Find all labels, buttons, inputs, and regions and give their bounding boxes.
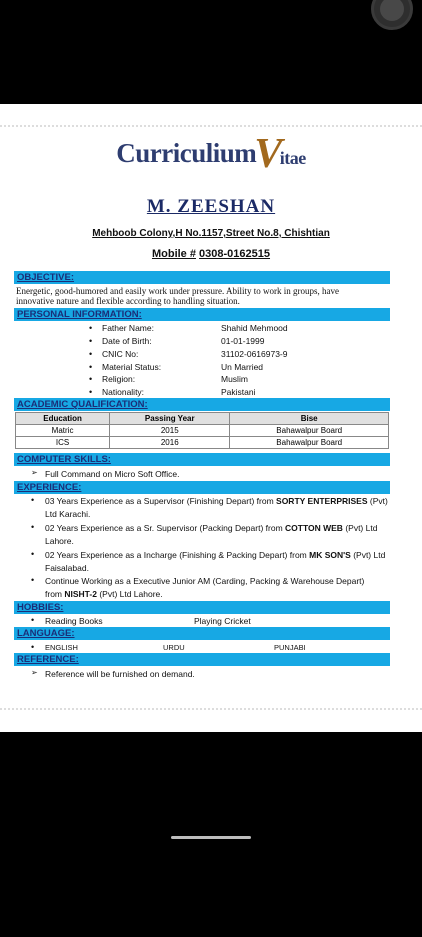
title-part1: Curriculium <box>116 138 257 168</box>
bullet-icon: • <box>31 575 35 585</box>
objective-line-2: innovative nature and flexible according to handling situation. <box>16 296 240 306</box>
language-item: URDU <box>163 643 185 652</box>
personal-label: Date of Birth: <box>102 336 152 346</box>
table-row <box>16 425 389 437</box>
camera-overlay-button[interactable] <box>371 0 413 30</box>
page-border-top <box>0 125 422 127</box>
bullet-icon: • <box>89 323 93 333</box>
table-header-row <box>16 413 389 425</box>
computer-skill: Full Command on Micro Soft Office. <box>45 469 180 479</box>
hobbies-header: HOBBIES: <box>14 601 390 614</box>
mobile-label: Mobile # <box>151 248 196 260</box>
personal-label: Material Status: <box>102 362 162 372</box>
document-page <box>0 104 422 732</box>
hobby-item: Reading Books <box>45 616 103 626</box>
bullet-icon: • <box>89 349 93 359</box>
personal-value: 31102-0616973-9 <box>221 349 288 359</box>
reference-text: Reference will be furnished on demand. <box>45 669 195 679</box>
bullet-icon: • <box>89 387 93 397</box>
table-cell: ICS <box>16 437 110 449</box>
experience-line: Faisalabad. <box>45 563 89 573</box>
table-header-cell: Bise <box>230 413 389 425</box>
bullet-icon: • <box>89 336 93 346</box>
experience-line: Ltd Karachi. <box>45 509 91 519</box>
candidate-mobile <box>0 248 422 260</box>
reference-header: REFERENCE: <box>14 653 390 666</box>
experience-line: 03 Years Experience as a Supervisor (Finishing Depart) from SORTY ENTERPRISES (Pvt) <box>45 496 388 506</box>
camera-inner-icon <box>380 0 404 21</box>
candidate-address: Mehboob Colony,H No.1157,Street No.8, Chishtian <box>92 228 330 239</box>
table-header-cell: Education <box>16 413 110 425</box>
table-cell: Bahawalpur Board <box>230 437 389 449</box>
bullet-icon: • <box>89 374 93 384</box>
experience-line: 02 Years Experience as a Sr. Supervisor (Packing Depart) from COTTON WEB (Pvt) Ltd <box>45 523 378 533</box>
objective-header: OBJECTIVE: <box>14 271 390 284</box>
language-header: LANGUAGE: <box>14 627 390 640</box>
title-v: V <box>254 131 282 177</box>
computer-skills-header: COMPUTER SKILLS: <box>14 453 390 466</box>
personal-label: Religion: <box>102 374 136 384</box>
table-cell: 2015 <box>110 425 230 437</box>
personal-value: 01-01-1999 <box>221 336 265 346</box>
table-header-cell: Passing Year <box>110 413 230 425</box>
academic-table <box>15 412 389 449</box>
bullet-icon: • <box>31 522 35 532</box>
cv-title <box>0 131 422 177</box>
language-item: ENGLISH <box>45 643 78 652</box>
personal-value: Muslim <box>221 374 248 384</box>
bullet-icon: • <box>31 642 35 652</box>
title-part2: itae <box>279 148 306 168</box>
academic-header: ACADEMIC QUALIFICATION: <box>14 398 390 411</box>
objective-line-1: Energetic, good-humored and easily work under pressure. Ability to work in groups, have <box>16 286 340 296</box>
personal-value: Shahid Mehmood <box>221 323 288 333</box>
language-item: PUNJABI <box>274 643 306 652</box>
bullet-icon: • <box>89 362 93 372</box>
experience-header: EXPERIENCE: <box>14 481 390 494</box>
personal-value: Pakistani <box>221 387 256 397</box>
arrow-bullet-icon: ➢ <box>31 468 38 477</box>
table-cell: Matric <box>16 425 110 437</box>
table-cell: Bahawalpur Board <box>230 425 389 437</box>
experience-line: Continue Working as a Executive Junior AM (Carding, Packing & Warehouse Depart) <box>45 576 365 586</box>
bullet-icon: • <box>31 495 35 505</box>
experience-line: from NISHT-2 (Pvt) Ltd Lahore. <box>45 589 163 599</box>
table-row <box>16 437 389 449</box>
personal-label: Father Name: <box>102 323 154 333</box>
personal-label: CNIC No: <box>102 349 139 359</box>
bullet-icon: • <box>31 549 35 559</box>
home-indicator[interactable] <box>171 836 251 839</box>
bullet-icon: • <box>31 615 35 625</box>
arrow-bullet-icon: ➢ <box>31 668 38 677</box>
page-border-bottom <box>0 708 422 710</box>
personal-label: Nationality: <box>102 387 145 397</box>
hobby-item: Playing Cricket <box>194 616 251 626</box>
table-cell: 2016 <box>110 437 230 449</box>
experience-line: 02 Years Experience as a Incharge (Finishing & Packing Depart) from MK SON'S (Pvt) Ltd <box>45 550 386 560</box>
experience-line: Lahore. <box>45 536 74 546</box>
personal-info-header: PERSONAL INFORMATION: <box>14 308 390 321</box>
personal-value: Un Married <box>221 362 264 372</box>
mobile-number: 0308-0162515 <box>199 248 271 260</box>
candidate-name: M. ZEESHAN <box>146 196 276 217</box>
